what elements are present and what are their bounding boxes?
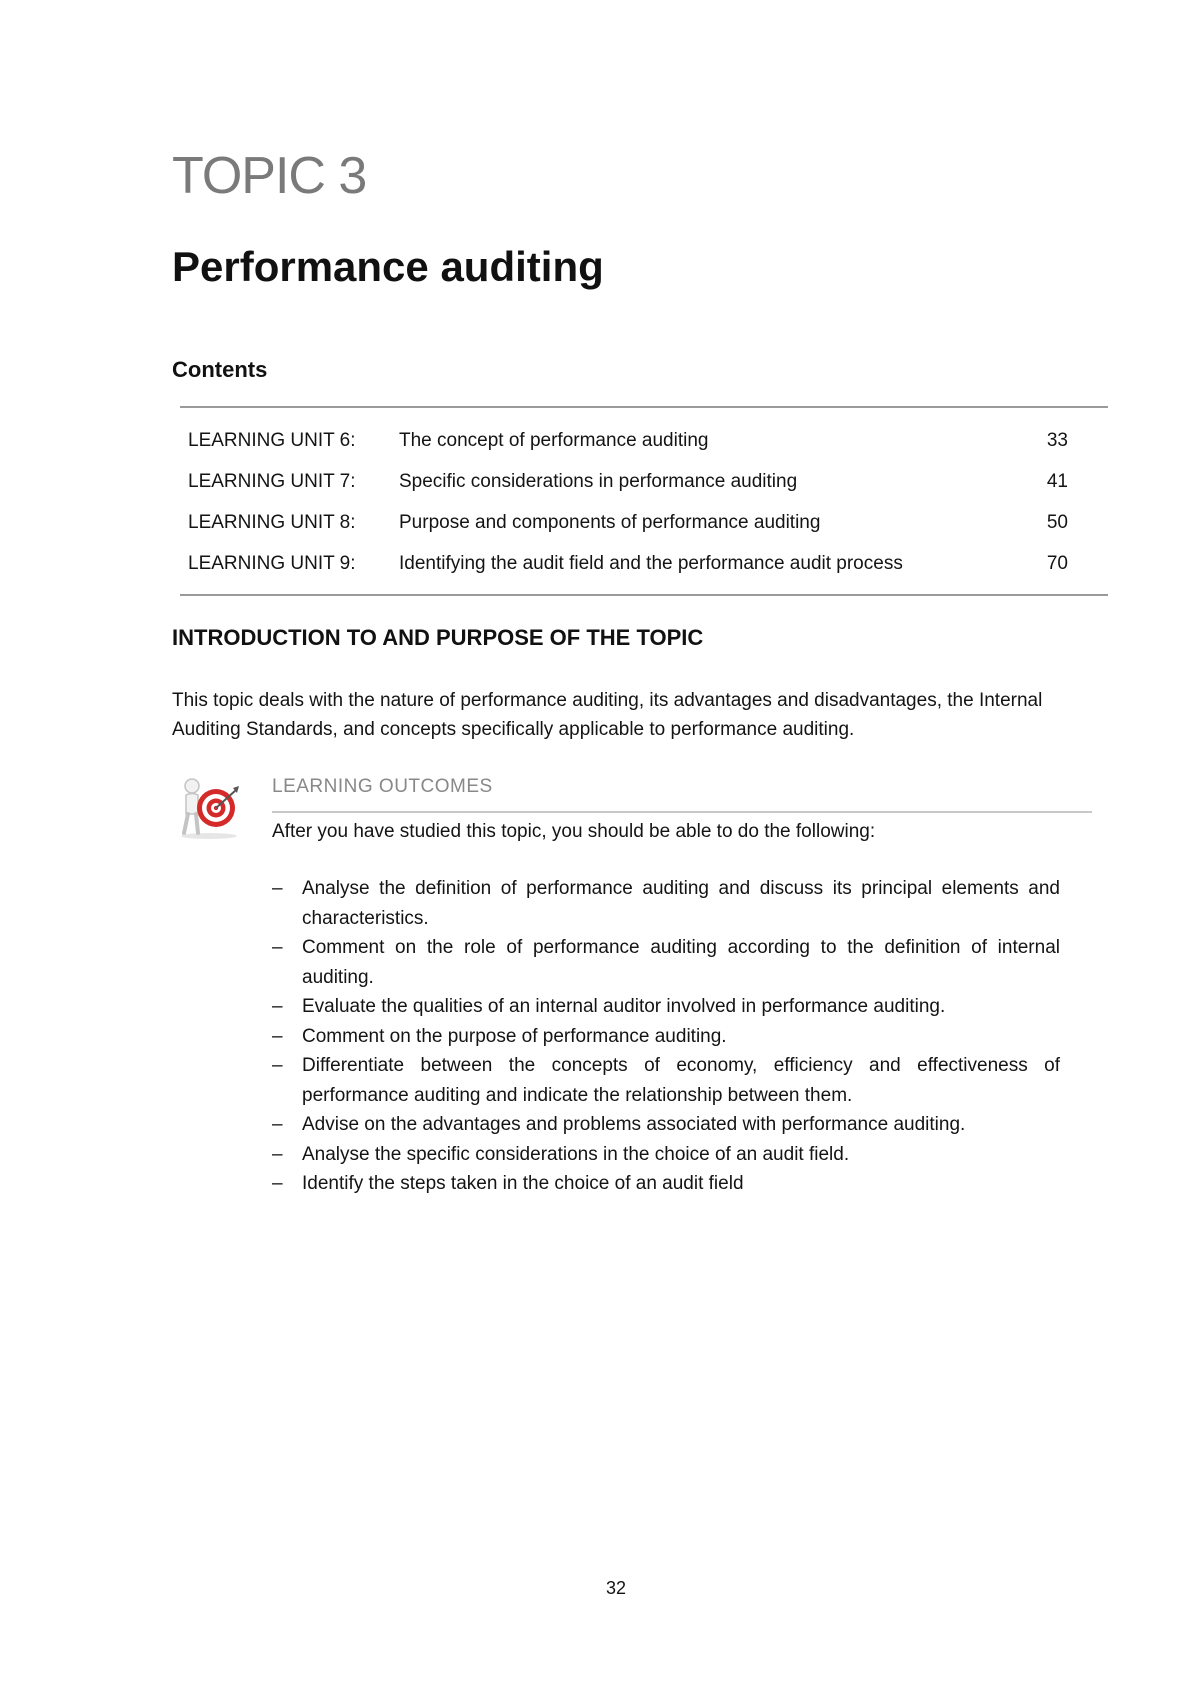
toc-unit-title: Specific considerations in performance auditing (399, 470, 798, 492)
toc-page-number: 41 (1046, 470, 1068, 492)
toc-page-number: 33 (1046, 429, 1068, 451)
toc-unit-label: LEARNING UNIT 8: (188, 511, 356, 533)
list-item-text: Advise on the advantages and problems associated with performance auditing. (302, 1114, 966, 1135)
toc-row (180, 543, 1108, 584)
target-figure-icon (176, 776, 242, 840)
toc-unit-title: Purpose and components of performance auditing (399, 511, 821, 533)
list-item (272, 992, 1060, 1022)
toc-page-number: 70 (1046, 552, 1068, 574)
list-item (272, 1169, 1060, 1199)
list-bullet: – (272, 1114, 283, 1135)
list-item (272, 1051, 1060, 1110)
list-item (272, 874, 1060, 933)
list-item-text: Analyse the definition of performance auditing and discuss its principal elements and characteristics. (302, 878, 1060, 929)
list-item (272, 1140, 1060, 1170)
list-bullet: – (272, 1143, 283, 1165)
learning-outcomes-lead: After you have studied this topic, you should be able to do the following: (272, 821, 876, 842)
toc-page-number: 50 (1046, 511, 1068, 533)
toc-row (180, 502, 1108, 543)
toc-unit-title: The concept of performance auditing (399, 429, 709, 451)
page-number: 32 (605, 1578, 627, 1598)
topic-title: Performance auditing (172, 243, 604, 290)
list-item-text: Analyse the specific considerations in the choice of an audit field. (302, 1143, 850, 1165)
list-bullet: – (272, 996, 283, 1017)
learning-outcomes-list (272, 874, 1060, 1199)
learning-outcomes-heading: LEARNING OUTCOMES (272, 776, 493, 797)
list-item-text: Differentiate between the concepts of economy, efficiency and effectiveness of performance auditing and indicate the relationship between them. (302, 1055, 1060, 1106)
introduction-heading: INTRODUCTION TO AND PURPOSE OF THE TOPIC (172, 625, 704, 650)
introduction-text: This topic deals with the nature of performance auditing, its advantages and disadvantages, the Internal Auditing Standards, and concepts specifically applicable to performance auditing. (172, 690, 1043, 740)
toc-row (180, 420, 1108, 461)
list-item (272, 1022, 1060, 1052)
topic-label: TOPIC 3 (172, 147, 367, 205)
list-item-text: Comment on the role of performance auditing according to the definition of internal auditing. (302, 937, 1060, 988)
contents-table (180, 406, 1108, 596)
list-bullet: – (272, 1173, 283, 1194)
toc-unit-label: LEARNING UNIT 7: (188, 470, 356, 492)
list-bullet: – (272, 937, 283, 958)
list-item-text: Identify the steps taken in the choice of an audit field (302, 1173, 744, 1194)
contents-heading: Contents (172, 357, 268, 382)
learning-outcomes-divider (272, 811, 1092, 813)
toc-unit-label: LEARNING UNIT 6: (188, 429, 356, 451)
list-bullet: – (272, 1055, 283, 1076)
list-item (272, 1110, 1060, 1140)
toc-row (180, 461, 1108, 502)
list-item-text: Evaluate the qualities of an internal auditor involved in performance auditing. (302, 996, 946, 1017)
toc-unit-label: LEARNING UNIT 9: (188, 552, 356, 574)
list-item (272, 933, 1060, 992)
list-bullet: – (272, 1025, 283, 1047)
list-bullet: – (272, 878, 283, 899)
toc-unit-title: Identifying the audit field and the performance audit process (399, 552, 903, 574)
list-item-text: Comment on the purpose of performance auditing. (302, 1025, 727, 1047)
